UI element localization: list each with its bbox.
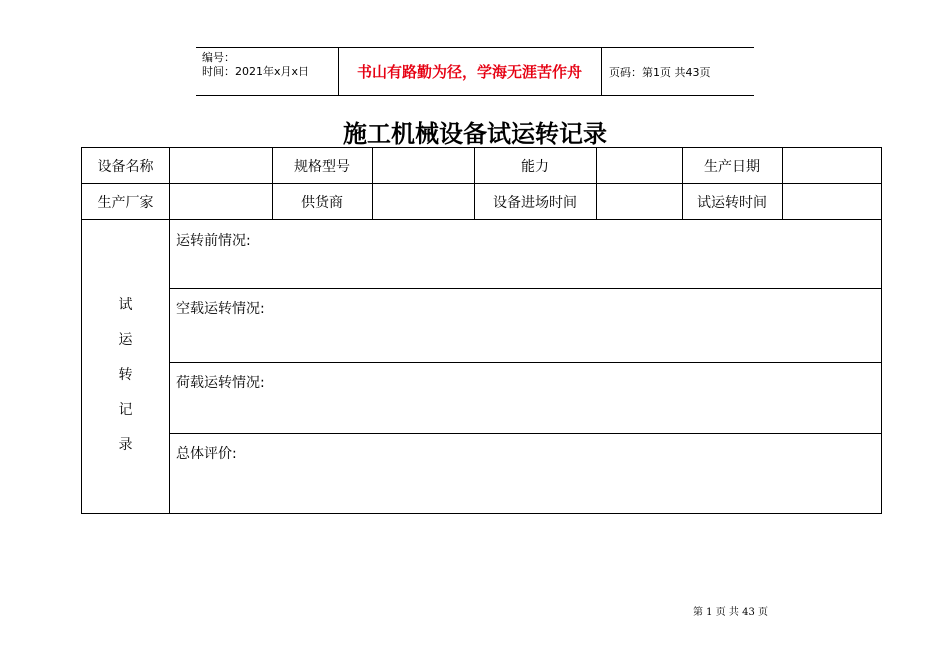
header-divider bbox=[601, 48, 602, 95]
label-model: 规格型号 bbox=[294, 158, 350, 175]
value-supplier[interactable] bbox=[373, 184, 474, 219]
header-motto: 书山有路勤为径，学海无涯苦作舟 bbox=[356, 63, 582, 81]
page-title: 施工机械设备试运转记录 bbox=[343, 119, 607, 148]
side-char: 试 bbox=[118, 297, 133, 313]
row-divider bbox=[82, 219, 881, 220]
value-capacity[interactable] bbox=[597, 148, 682, 183]
value-model[interactable] bbox=[373, 148, 474, 183]
time-label: 时间：2021年x月x日 bbox=[202, 65, 310, 78]
number-label: 编号： bbox=[202, 51, 235, 64]
value-production-date[interactable] bbox=[783, 148, 881, 183]
section-overall-evaluation: 总体评价: bbox=[176, 446, 237, 462]
value-equipment-name[interactable] bbox=[170, 148, 272, 183]
header-meta bbox=[202, 51, 309, 79]
side-char: 运 bbox=[118, 332, 133, 348]
side-char: 转 bbox=[118, 367, 133, 383]
section-no-load-run: 空载运转情况: bbox=[176, 301, 265, 317]
value-trial-run-time[interactable] bbox=[783, 184, 881, 219]
section-divider bbox=[169, 288, 881, 289]
label-trial-run-time: 试运转时间 bbox=[697, 194, 767, 211]
value-manufacturer[interactable] bbox=[170, 184, 272, 219]
record-form bbox=[81, 147, 882, 514]
label-supplier: 供货商 bbox=[301, 194, 343, 211]
label-manufacturer: 生产厂家 bbox=[97, 194, 154, 211]
section-divider bbox=[169, 362, 881, 363]
label-production-date: 生产日期 bbox=[704, 158, 760, 175]
side-char: 录 bbox=[118, 437, 133, 453]
side-char: 记 bbox=[118, 402, 133, 418]
header-page-info: 页码：第1页 共43页 bbox=[609, 65, 711, 79]
section-pre-run: 运转前情况: bbox=[176, 233, 251, 249]
page-footer: 第 1 页 共 43 页 bbox=[693, 607, 768, 618]
side-label-trial-record bbox=[82, 288, 169, 463]
document-header bbox=[196, 47, 754, 96]
value-entry-time[interactable] bbox=[597, 184, 682, 219]
label-capacity: 能力 bbox=[521, 158, 549, 175]
section-divider bbox=[169, 433, 881, 434]
label-equipment-name: 设备名称 bbox=[97, 158, 154, 175]
section-load-run: 荷载运转情况: bbox=[176, 375, 265, 391]
label-entry-time: 设备进场时间 bbox=[493, 194, 577, 211]
